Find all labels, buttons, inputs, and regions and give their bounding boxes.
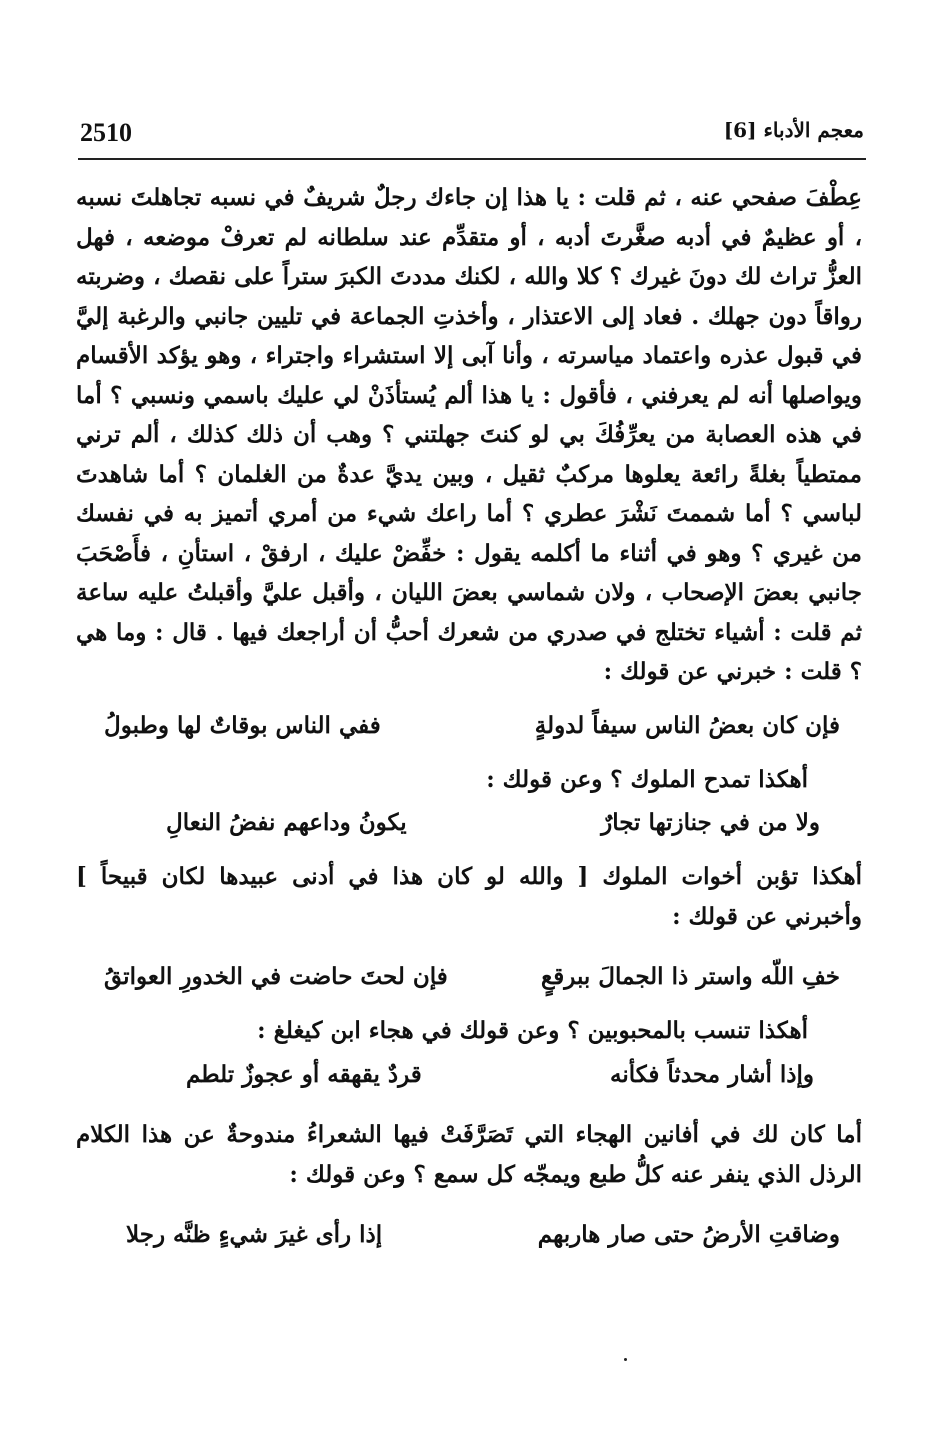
verse-3-second-hemistich: فإن لحتَ حاضت في الخدورِ العواتقُ [104, 963, 448, 990]
verse-3 [76, 953, 862, 1001]
paragraph-3: أهكذا تؤبن أخوات الملوك [ والله لو كان هذا في أدنى عبيدها لكان قبيحاً ] وأخبرني عن قولك : [76, 863, 862, 930]
verse-5-first-hemistich: وضاقتِ الأرضُ حتى صار هاربهم [537, 1220, 840, 1248]
verse-4-first-hemistich: وإذا أشار محدثاً فكأنه [609, 1060, 814, 1088]
verse-1-first-hemistich: فإن كان بعضُ الناس سيفاً لدولةٍ [534, 711, 840, 739]
verse-1-second-hemistich: ففي الناس بوقاتٌ لها وطبولُ [104, 711, 381, 739]
page-body [76, 178, 862, 1259]
verse-2 [76, 799, 862, 847]
page-number: 2510 [80, 118, 132, 147]
paragraph-2: أهكذا تمدح الملوك ؟ وعن قولك : [486, 765, 808, 793]
verse-3-first-hemistich: خفِ اللّه واستر ذا الجمالَ ببرقعٍ [541, 963, 840, 990]
verse-4-second-hemistich: قردٌ يقهقه أو عجوزٌ تلطم [186, 1060, 422, 1088]
verse-2-first-hemistich: ولا من في جنازتها تجارٌ [601, 809, 820, 836]
verse-5 [76, 1211, 862, 1259]
paragraph-5: أما كان لك في أفانين الهجاء التي تَصَرَّفَتْ فيها الشعراءُ مندوحةٌ عن هذا الكلام الرذل الذي ينفر عنه كلُّ طبع ويمجّه كل سمع ؟ وعن قولك : [76, 1120, 862, 1188]
stray-dot [624, 1358, 627, 1361]
verse-1 [76, 702, 862, 750]
page-header [78, 112, 866, 160]
paragraph-1: عِطْفَ صفحي عنه ، ثم قلت : يا هذا إن جاءك رجلٌ شريفٌ في نسبه تجاهلتَ نسبه ، أو عظيمٌ في أدبه صغَّرتَ أدبه ، أو متقدِّم عند سلطانه لم تعرفْ موضعه ، فهل العزُّ تراث لك دونَ غيرك ؟ كلا والله ، لكنك مددتَ الكبرَ ستراً على نقصك ، وضربته رواقاً دون جهلك . فعاد إلى الاعتذار ، وأخذتِ الجماعة في تليين جانبي والرغبة إليَّ في قبول عذره واعتماد مياسرته ، وأنا آبى إلا استشراء واجتراء ، وهو يؤكد الأقسام ويواصلها أنه لم يعرفني ، فأقول : يا هذا ألم يُستأذَنْ لي عليك باسمي ونسبي ؟ أما في هذه العصابة من يعرِّفُكَ بي لو كنتَ جهلتني ؟ وهب أن ذلك كذلك ، ألم ترني ممتطياً بغلةً رائعة يعلوها مركبٌ ثقيل ، وبين يديَّ عدةٌ من الغلمان ؟ أما شاهدتَ لباسي ؟ أما شممتَ نَشْرَ عطري ؟ أما راعك شيء من أمري أتميز به في نفسك من غيري ؟ وهو في أثناء ما أكلمه يقول : خفِّضْ عليك ، ارفقْ ، استأنِ ، فأَصْحَبَ جانبي بعضَ الإصحاب ، ولان شماسي بعضَ الليان ، وأقبل عليَّ وأقبلتُ عليه ساعة ثم قلت : أشياء تختلج في صدري من شعرك أحبُّ أن أراجعك فيها . قال : وما هي ؟ قلت : خبرني عن قولك : [76, 184, 862, 685]
verse-5-second-hemistich: إذا رأى غيرَ شيءٍ ظنَّه رجلا [126, 1220, 383, 1248]
paragraph-4: أهكذا تنسب بالمحبوبين ؟ وعن قولك في هجاء ابن كيغلغ : [257, 1017, 808, 1044]
verse-4 [76, 1051, 862, 1099]
verse-2-second-hemistich: يكونُ وداعهم نفضُ النعالِ [166, 809, 407, 836]
running-title: معجم الأدباء [6] [723, 118, 864, 142]
